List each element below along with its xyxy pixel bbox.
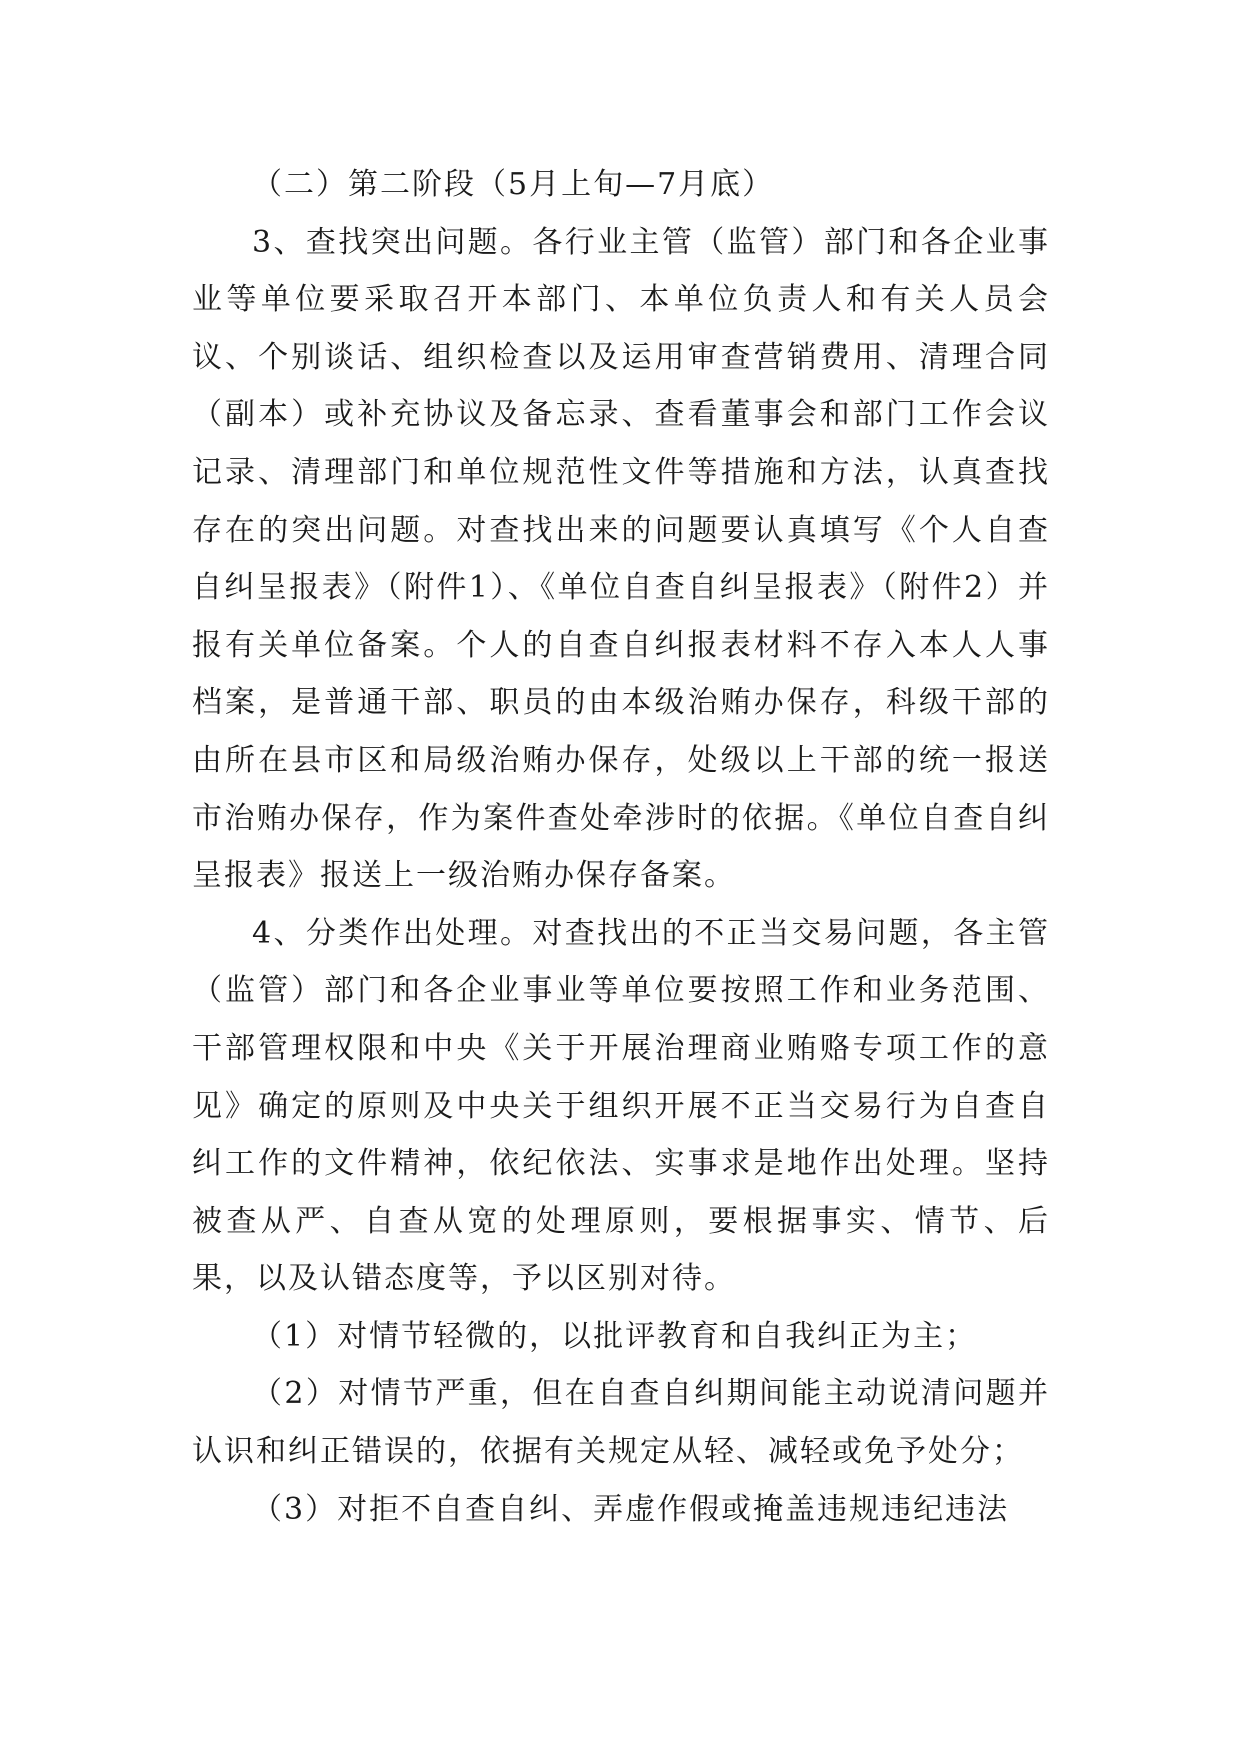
section-heading-stage-two: （二）第二阶段（5月上旬—7月底） [252,167,775,202]
list-item-serious-cases: （2）对情节严重，但在自查自纠期间能主动说清问题并认识和纠正错误的，依据有关规定从轻、减轻或免予处分； [192,1376,1050,1470]
document-body [192,156,1050,1538]
paragraph-find-problems: 3、查找突出问题。各行业主管（监管）部门和各企业事业等单位要采取召开本部门、本单位负责人和有关人员会议、个别谈话、组织检查以及运用审查营销费用、清理合同（副本）或补充协议及备忘录、查看董事会和部门工作会议记录、清理部门和单位规范性文件等措施和方法，认真查找存在的突出问题。对查找出来的问题要认真填写《个人自查自纠呈报表》（附件1）、《单位自查自纠呈报表》（附件2）并报有关单位备案。个人的自查自纠报表材料不存入本人人事档案，是普通干部、职员的由本级治贿办保存，科级干部的由所在县市区和局级治贿办保存，处级以上干部的统一报送市治贿办保存，作为案件查处牵涉时的依据。《单位自查自纠呈报表》报送上一级治贿办保存备案。 [192,224,1050,894]
list-item-refusal-cases: （3）对拒不自查自纠、弄虚作假或掩盖违规违纪违法 [252,1491,1010,1527]
list-item-minor-cases: （1）对情节轻微的，以批评教育和自我纠正为主； [252,1318,978,1354]
paragraph-classify-handling: 4、分类作出处理。对查找出的不正当交易问题，各主管（监管）部门和各企业事业等单位要按照工作和业务范围、干部管理权限和中央《关于开展治理商业贿赂专项工作的意见》确定的原则及中央关于组织开展不正当交易行为自查自纠工作的文件精神，依纪依法、实事求是地作出处理。坚持被查从严、自查从宽的处理原则，要根据事实、情节、后果，以及认错态度等，予以区别对待。 [192,915,1050,1297]
